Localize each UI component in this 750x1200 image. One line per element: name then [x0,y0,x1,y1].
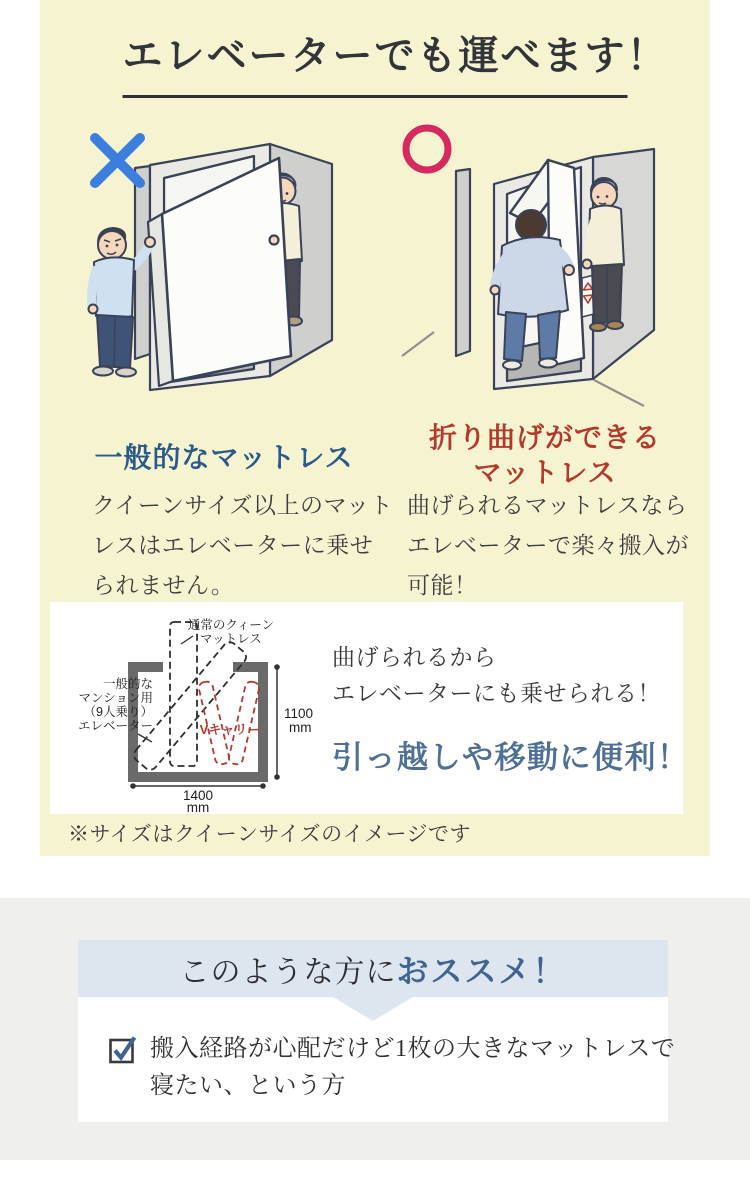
svg-text:1100: 1100 [284,706,314,721]
circle-ok-icon [406,128,448,170]
ng-description-line: クイーンサイズ以上のマット [92,493,394,518]
ng-description-line: レスはエレベーターに乗せ [92,533,374,558]
recommend-heading-accent: おススメ！ [396,952,567,989]
checked-checkbox-icon [108,1034,138,1069]
v-carry-folded [198,681,261,766]
elevator-label-line: 一般的な [102,677,153,691]
ng-heading: 一般的なマットレス [94,443,354,474]
benefit-line: エレベーターにも乗せられる！ [332,681,661,706]
ok-elevator-illustration [398,118,718,408]
recommend-banner [78,940,668,997]
recommend-item [108,1031,675,1105]
v-carry-label: Vキャリー [199,722,261,737]
page-title-underline [122,24,669,98]
elevator-left-wall [456,169,470,356]
elevator-size-diagram [50,602,330,814]
size-note: ※サイズはクイーンサイズのイメージです [68,822,472,846]
elevator-label-line: （9人乗り） [83,705,153,719]
ok-description-line: エレベーターで楽々搬入が [407,533,689,558]
ng-description [92,486,394,606]
recommend-item-line: 搬入経路が心配だけど1枚の大きなマットレスで [150,1036,676,1062]
ng-description-line: られません。 [92,573,235,598]
recommend-heading-plain: このような方に [179,955,397,989]
elevator-label-line: マンション用 [78,691,153,705]
svg-text:mm: mm [289,720,312,735]
page-title: エレベーターでも運べます！ [122,33,669,78]
svg-text:1400: 1400 [182,788,214,803]
inside-man-hand [270,236,279,245]
recommend-card [78,940,676,1122]
benefit-line: 曲げられるから [332,645,497,670]
banner-pointer-triangle [333,997,413,1021]
svg-text:mm: mm [186,800,210,814]
recommend-body [78,997,676,1122]
ok-description-line: 曲げられるマットレスなら [407,493,688,518]
size-diagram-box [50,602,690,814]
benefit-text [332,640,690,777]
height-dimension [274,664,313,780]
ok-heading-line: 折り曲げができる [428,423,661,454]
benefit-highlight: 引っ越しや移動に便利！ [332,740,690,775]
ok-description [407,486,697,606]
ok-heading [400,421,690,491]
recommend-item-line: 寝たい、という方 [150,1073,346,1099]
width-dimension [130,783,266,814]
ok-description-line: 可能！ [407,573,478,598]
queen-label-line: 通常のクィーン [187,618,275,632]
cross-ng-icon [95,138,140,183]
queen-label-leader [181,636,193,644]
queen-label-line: マットレス [200,632,262,646]
promo-panel [40,0,710,856]
ok-heading-line: マットレス [473,458,617,489]
recommend-item-text [150,1031,675,1105]
elevator-label-line: エレベーター [77,719,153,733]
ng-elevator-illustration [60,118,380,408]
recommend-section [0,898,750,1160]
